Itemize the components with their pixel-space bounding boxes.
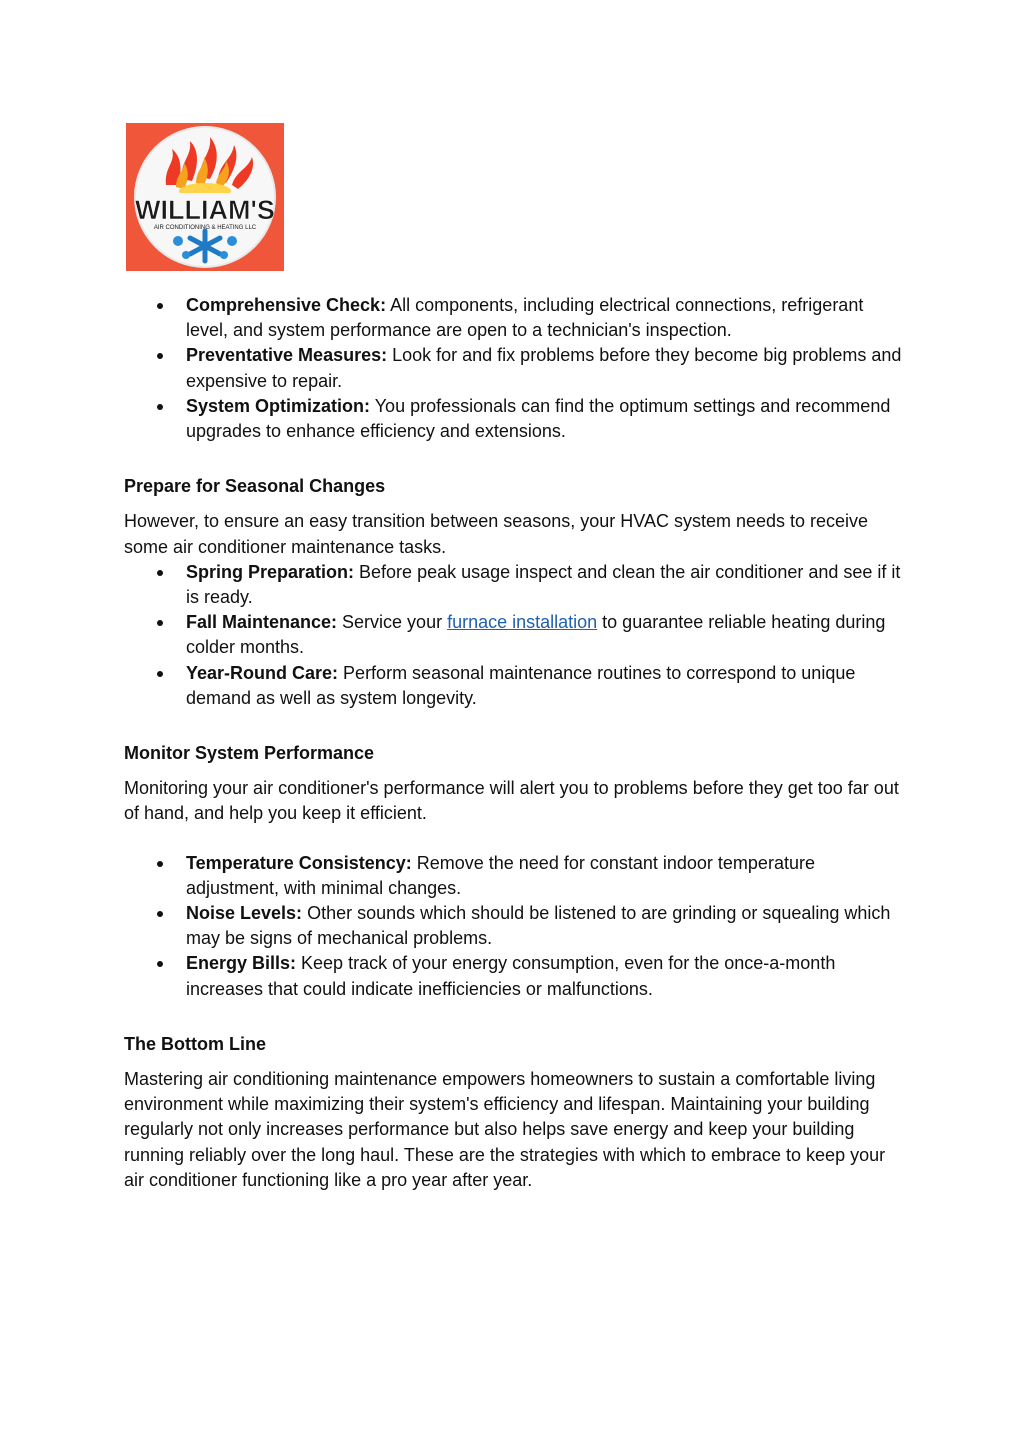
logo-tagline-text: AIR CONDITIONING & HEATING LLC: [153, 225, 257, 231]
bullet-icon: [157, 353, 163, 359]
section-intro-seasonal: However, to ensure an easy transition between seasons, your HVAC system needs to receive some air conditioner maintenance tasks.: [124, 511, 869, 557]
document-body: [124, 293, 904, 1193]
list-item-text: Service your: [337, 612, 448, 633]
list-item-text: to guarantee reliable heating during colder months.: [186, 612, 886, 658]
list-item: [124, 610, 904, 660]
list-item-text: Other sounds which should be listened to are grinding or squealing which may be signs of mechanical problems.: [186, 903, 891, 949]
logo-brand-text: WILLIAM'S: [135, 195, 275, 225]
list-item-text: Look for and fix problems before they become big problems and expensive to repair.: [186, 345, 902, 391]
sun-snowflake-logo-icon: [126, 123, 284, 271]
bullet-icon: [157, 961, 163, 967]
list-item: [124, 343, 904, 393]
section-heading-monitor: Monitor System Performance: [124, 743, 375, 764]
list-item-term: Spring Preparation:: [186, 561, 355, 582]
list-item-text: You professionals can find the optimum settings and recommend upgrades to enhance efficiency and extensions.: [186, 395, 891, 442]
bullet-icon: [157, 404, 163, 410]
company-logo: [126, 123, 284, 271]
furnace-installation-link[interactable]: furnace installation: [447, 612, 598, 633]
list-item-term: Year-Round Care:: [186, 662, 339, 683]
list-item-term: Noise Levels:: [186, 903, 303, 924]
list-item-term: Energy Bills:: [186, 953, 297, 974]
section-heading-bottom-line: The Bottom Line: [124, 1033, 266, 1054]
section-body-bottom-line: Mastering air conditioning maintenance empowers homeowners to sustain a comfortable living environment while maximizing their system's efficiency and lifespan. Maintaining your building regularly not only increases performance but also helps save energy and keep your building running reliably over the long haul. These are the strategies with which to embrace to keep your air conditioner functioning like a pro year after year.: [124, 1069, 886, 1190]
list-item: [124, 293, 904, 343]
section-heading-seasonal: Prepare for Seasonal Changes: [124, 476, 386, 497]
inspection-benefits-list: [124, 293, 904, 444]
list-item: [124, 394, 904, 444]
list-item: [124, 560, 904, 610]
list-item-text: All components, including electrical connections, refrigerant level, and system performance are open to a technician's inspection.: [186, 295, 864, 341]
bullet-icon: [157, 861, 163, 867]
list-item: [124, 661, 904, 711]
list-item-term: Temperature Consistency:: [186, 852, 412, 873]
list-item: [124, 851, 904, 901]
bullet-icon: [157, 671, 163, 677]
bullet-icon: [157, 570, 163, 576]
bullet-icon: [157, 620, 163, 626]
list-item-text: Keep track of your energy consumption, even for the once-a-month increases that could indicate inefficiencies or malfunctions.: [186, 953, 836, 999]
monitor-list: [124, 851, 904, 1002]
list-item-term: Preventative Measures:: [186, 345, 388, 366]
bullet-icon: [157, 911, 163, 917]
list-item: [124, 951, 904, 1001]
section-intro-monitor: Monitoring your air conditioner's performance will alert you to problems before they get too far out of hand, and help you keep it efficient.: [124, 778, 899, 824]
list-item: [124, 901, 904, 951]
seasonal-list: [124, 560, 904, 711]
list-item-text: Before peak usage inspect and clean the air conditioner and see if it is ready.: [186, 561, 901, 608]
list-item-text: Perform seasonal maintenance routines to correspond to unique demand as well as system longevity.: [186, 662, 856, 708]
list-item-term: System Optimization:: [186, 395, 371, 416]
list-item-text: Remove the need for constant indoor temperature adjustment, with minimal changes.: [186, 852, 815, 898]
list-item-term: Comprehensive Check:: [186, 295, 387, 315]
list-item-term: Fall Maintenance:: [186, 612, 338, 633]
bullet-icon: [157, 303, 163, 309]
